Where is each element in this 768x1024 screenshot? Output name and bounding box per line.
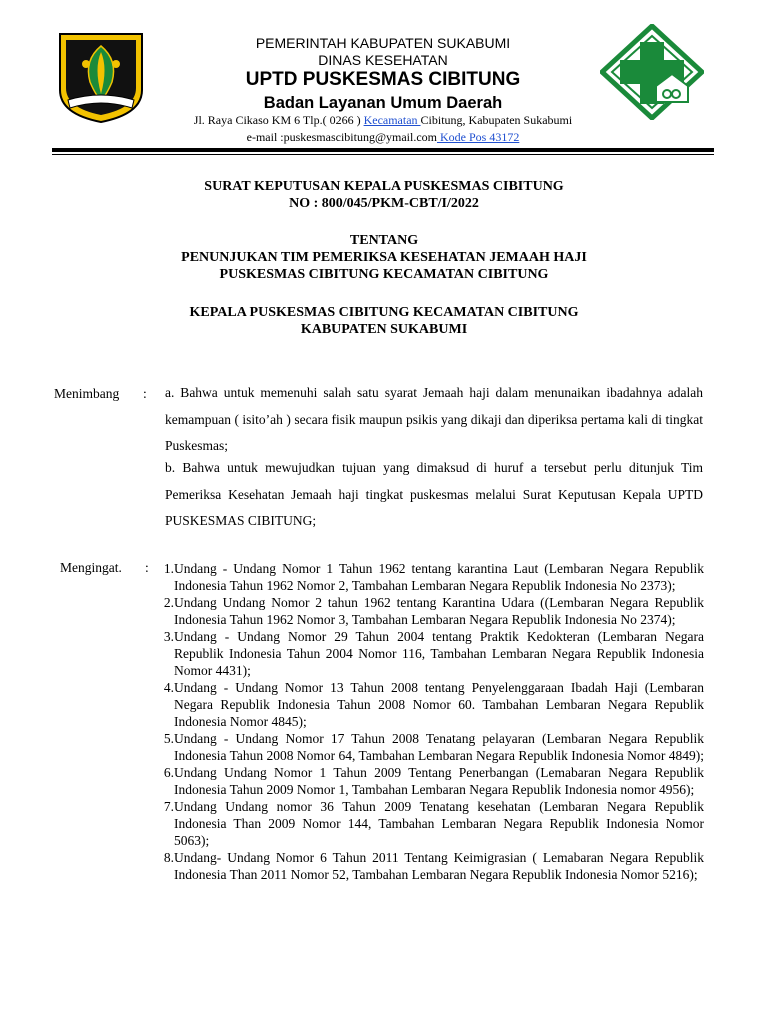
consideration-text: a. Bahwa untuk memenuhi salah satu syarat Jemaah haji dalam menunaikan ibadahnya adalah kemampuan ( isito’ah ) secara fisik maupun psikis yang dikaji dan diperiksa pertama kali di tingkat Puskesmas; bbox=[165, 385, 703, 453]
menimbang-colon: : bbox=[143, 386, 147, 401]
issuer-line: KEPALA PUSKESMAS CIBITUNG KECAMATAN CIBITUNG bbox=[189, 305, 579, 320]
issuer-heading bbox=[60, 304, 708, 338]
item-text: Undang Undang Nomor 2 tahun 1962 tentang Karantina Udara ((Lembaran Negara Republik Indonesia Tahun 1962 Nomor 3, Tambahan Lembaran Negara Republik Indonesia No 2374); bbox=[174, 595, 704, 627]
item-number: 3. bbox=[163, 629, 174, 644]
item-number: 5. bbox=[163, 731, 174, 746]
legal-basis-item bbox=[150, 560, 704, 594]
item-text: Undang - Undang Nomor 17 Tahun 2008 Tenatang pelayaran (Lembaran Negara Republik Indonesia Tahun 2008 Nomor 64, Tambahan Lembaran Negara Republik Indonesia Nomor 4849); bbox=[174, 731, 704, 763]
mengingat-colon: : bbox=[145, 560, 149, 575]
item-number: 4. bbox=[163, 680, 174, 695]
letterhead-text bbox=[150, 35, 616, 114]
item-number: 2. bbox=[163, 595, 174, 610]
letterhead-rule-thin bbox=[52, 154, 714, 155]
postal-code-link[interactable]: Kode Pos 43172 bbox=[437, 130, 520, 144]
address-text: Jl. Raya Cikaso KM 6 Tlp.( 0266 ) bbox=[193, 113, 364, 127]
legal-basis-item bbox=[150, 628, 704, 679]
item-text: Undang- Undang Nomor 6 Tahun 2011 Tentang Keimigrasian ( Lemabaran Negara Republik Indonesia Than 2011 Nomor 52, Tambahan Lembaran Negara Republik Indonesia Nomor 5216); bbox=[174, 850, 704, 882]
email-text: e-mail :puskesmascibitung@ymail.com bbox=[246, 130, 437, 144]
sukabumi-regency-logo bbox=[56, 30, 146, 124]
address-link[interactable]: Kecamatan bbox=[363, 113, 421, 127]
item-number: 6. bbox=[163, 765, 174, 780]
item-text: Undang Undang Nomor 1 Tahun 2009 Tentang Penerbangan (Lemabaran Negara Republik Indonesia Tahun 2009 Nomor 1, Tambahan Lembaran Negara Republik Indonesia nomor 4956); bbox=[174, 765, 704, 797]
item-text: Undang - Undang Nomor 29 Tahun 2004 tentang Praktik Kedokteran (Lembaran Negara Republik Indonesia Tahun 2004 Nomor 116, Tambahan Lembaran Negara Republik Indonesia Nomor 4431); bbox=[174, 629, 704, 678]
item-text: Undang - Undang Nomor 13 Tahun 2008 tentang Penyelenggaraan Ibadah Haji (Lembaran Negara Republik Indonesia Tahun 2008 Nomor 60. Tambahan Lembaran Negara Republik Indonesia Nomor 4845); bbox=[174, 680, 704, 729]
decree-subject bbox=[60, 232, 708, 283]
item-number: 7. bbox=[163, 799, 174, 814]
legal-basis-item bbox=[150, 730, 704, 764]
department-name: DINAS KESEHATAN bbox=[318, 52, 448, 68]
address-text-end: Cibitung, Kabupaten Sukabumi bbox=[420, 113, 573, 127]
item-text: Undang - Undang Nomor 1 Tahun 1962 tentang karantina Laut (Lembaran Negara Republik Indonesia Tahun 1962 Nomor 2, Tambahan Lembaran Negara Republik Indonesia No 2373); bbox=[174, 561, 704, 593]
decree-title bbox=[60, 178, 708, 212]
government-name: PEMERINTAH KABUPATEN SUKABUMI bbox=[255, 35, 511, 51]
legal-basis-item bbox=[150, 764, 704, 798]
subject-line: PENUNJUKAN TIM PEMERIKSA KESEHATAN JEMAAH HAJI bbox=[181, 250, 587, 265]
legal-basis-item bbox=[150, 849, 704, 883]
legal-basis-list bbox=[150, 560, 704, 883]
decree-title-line: SURAT KEPUTUSAN KEPALA PUSKESMAS CIBITUNG bbox=[204, 179, 564, 194]
letterhead-rule-thick bbox=[52, 148, 714, 152]
consideration-item bbox=[165, 455, 703, 535]
puskesmas-logo bbox=[600, 24, 704, 120]
mengingat-label: Mengingat. bbox=[60, 560, 122, 575]
item-text: Undang Undang nomor 36 Tahun 2009 Tenatang kesehatan (Lembaran Negara Republik Indonesia Than 2009 Nomor 144, Tambahan Lembaran Negara Republik Indonesia Nomor 5063); bbox=[174, 799, 704, 848]
legal-basis-item bbox=[150, 798, 704, 849]
subject-line: PUSKESMAS CIBITUNG KECAMATAN CIBITUNG bbox=[219, 267, 549, 282]
decree-number: NO : 800/045/PKM-CBT/I/2022 bbox=[289, 196, 479, 211]
subject-heading: TENTANG bbox=[349, 233, 419, 248]
issuer-line: KABUPATEN SUKABUMI bbox=[300, 322, 468, 337]
legal-basis-item bbox=[150, 679, 704, 730]
consideration-text: b. Bahwa untuk mewujudkan tujuan yang dimaksud di huruf a tersebut perlu ditunjuk Tim Pemeriksa Kesehatan Jemaah haji tingkat puskesmas melalui Surat Keputusan Kepala UPTD PUSKESMAS CIBITUNG; bbox=[165, 460, 703, 528]
consideration-item bbox=[165, 380, 703, 460]
menimbang-label: Menimbang bbox=[54, 386, 120, 401]
institution-status: Badan Layanan Umum Daerah bbox=[263, 94, 503, 112]
item-number: 1. bbox=[163, 561, 174, 576]
letterhead-address bbox=[140, 112, 626, 146]
item-number: 8. bbox=[163, 850, 174, 865]
institution-name: UPTD PUSKESMAS CIBITUNG bbox=[245, 69, 521, 90]
legal-basis-item bbox=[150, 594, 704, 628]
